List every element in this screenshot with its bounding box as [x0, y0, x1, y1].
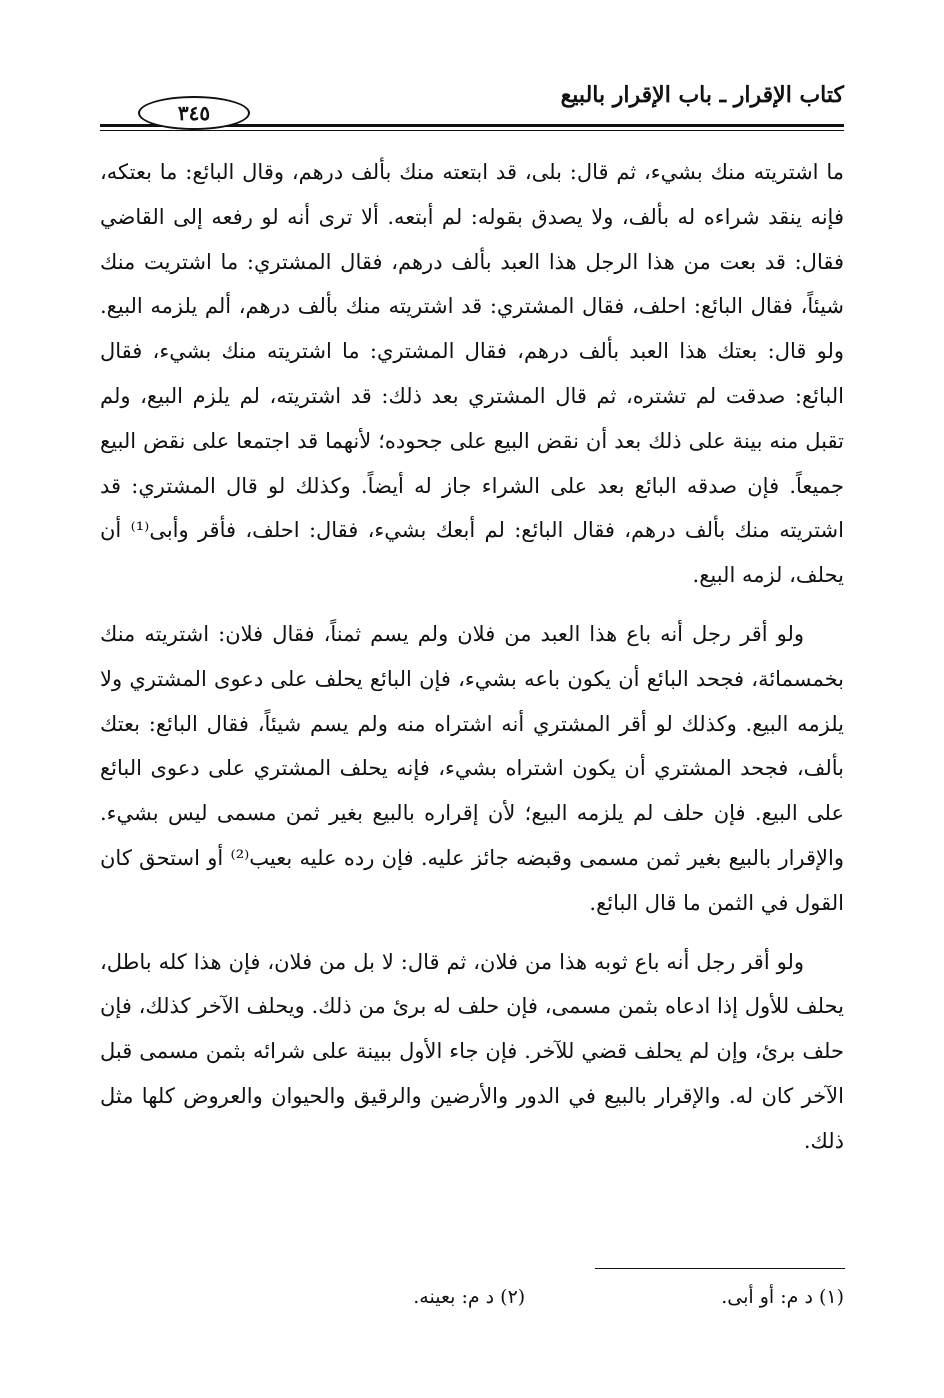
running-header: [100, 82, 844, 130]
paragraph-1: ما اشتريته منك بشيء، ثم قال: بلى، قد ابتعته منك بألف درهم، وقال البائع: ما بعتكه، فإنه ينقد شراءه له بألف، ولا يصدق بقوله: لم أبتعه. ألا ترى أنه لو رفعه إلى القاضي فقال: قد بعت من هذا الرجل هذا العبد بألف درهم، فقال المشتري: ما اشتريت منك شيئاً، فقال البائع: احلف، فقال المشتري: قد اشتريته منك بألف درهم، ألم يلزمه البيع. ولو قال: بعتك هذا العبد بألف درهم، فقال المشتري: ما اشتريته منك بشيء، فقال البائع: صدقت لم تشتره، ثم قال المشتري بعد ذلك: قد اشتريته، لم يلزم البيع، ولم تقبل منه بينة على ذلك بعد أن نقض البيع على جحوده؛ لأنهما قد اجتمعا على نقض البيع جميعاً. فإن صدقه البائع بعد على الشراء جاز له أيضاً. وكذلك لو قال المشتري: قد اشتريته منك بألف درهم، فقال البائع: لم أبعك بشيء، فقال: احلف، فأقر وأبى⁽¹⁾ أن يحلف، لزمه البيع.: [100, 160, 844, 588]
page-number-badge: [138, 96, 250, 130]
footnote-1: (١) د م: أو أبى.: [721, 1286, 844, 1308]
chapter-title: كتاب الإقرار ـ باب الإقرار بالبيع: [560, 82, 844, 108]
page-number: ٣٤٥: [138, 96, 250, 130]
header-rule-thin: [100, 130, 844, 131]
paragraph-3: ولو أقر رجل أنه باع ثوبه هذا من فلان، ثم قال: لا بل من فلان، فإن هذا كله باطل، يحلف للأول إذا ادعاه بثمن مسمى، فإن حلف له برئ من ذلك. ويحلف الآخر كذلك، فإن حلف برئ، وإن لم يحلف قضي للآخر. فإن جاء الأول ببينة على شرائه بثمن مسمى قبل الآخر كان له. والإقرار بالبيع في الدور والأرضين والرقيق والحيوان والعروض كلها مثل ذلك.: [100, 949, 844, 1153]
body-text: [100, 150, 844, 1178]
footnote-separator: [595, 1268, 845, 1269]
footnotes: [100, 1286, 844, 1308]
paragraph-2: ولو أقر رجل أنه باع هذا العبد من فلان ولم يسم ثمناً، فقال فلان: اشتريته منك بخمسمائة، فجحد البائع أن يكون باعه بشيء، فإن البائع يحلف على دعوى المشتري ولا يلزمه البيع. وكذلك لو أقر المشتري أنه اشتراه منه ولم يسم شيئاً، فقال البائع: بعتك بألف، فجحد المشتري أن يكون اشتراه بشيء، فإنه يحلف المشتري على دعوى البائع على البيع. فإن حلف لم يلزمه البيع؛ لأن إقراره بالبيع بغير ثمن مسمى ليس بشيء. والإقرار بالبيع بغير ثمن مسمى وقبضه جائز عليه. فإن رده عليه بعيب⁽²⁾ أو استحق كان القول في الثمن ما قال البائع.: [100, 621, 844, 915]
footnote-2: (٢) د م: بعينه.: [413, 1286, 526, 1308]
